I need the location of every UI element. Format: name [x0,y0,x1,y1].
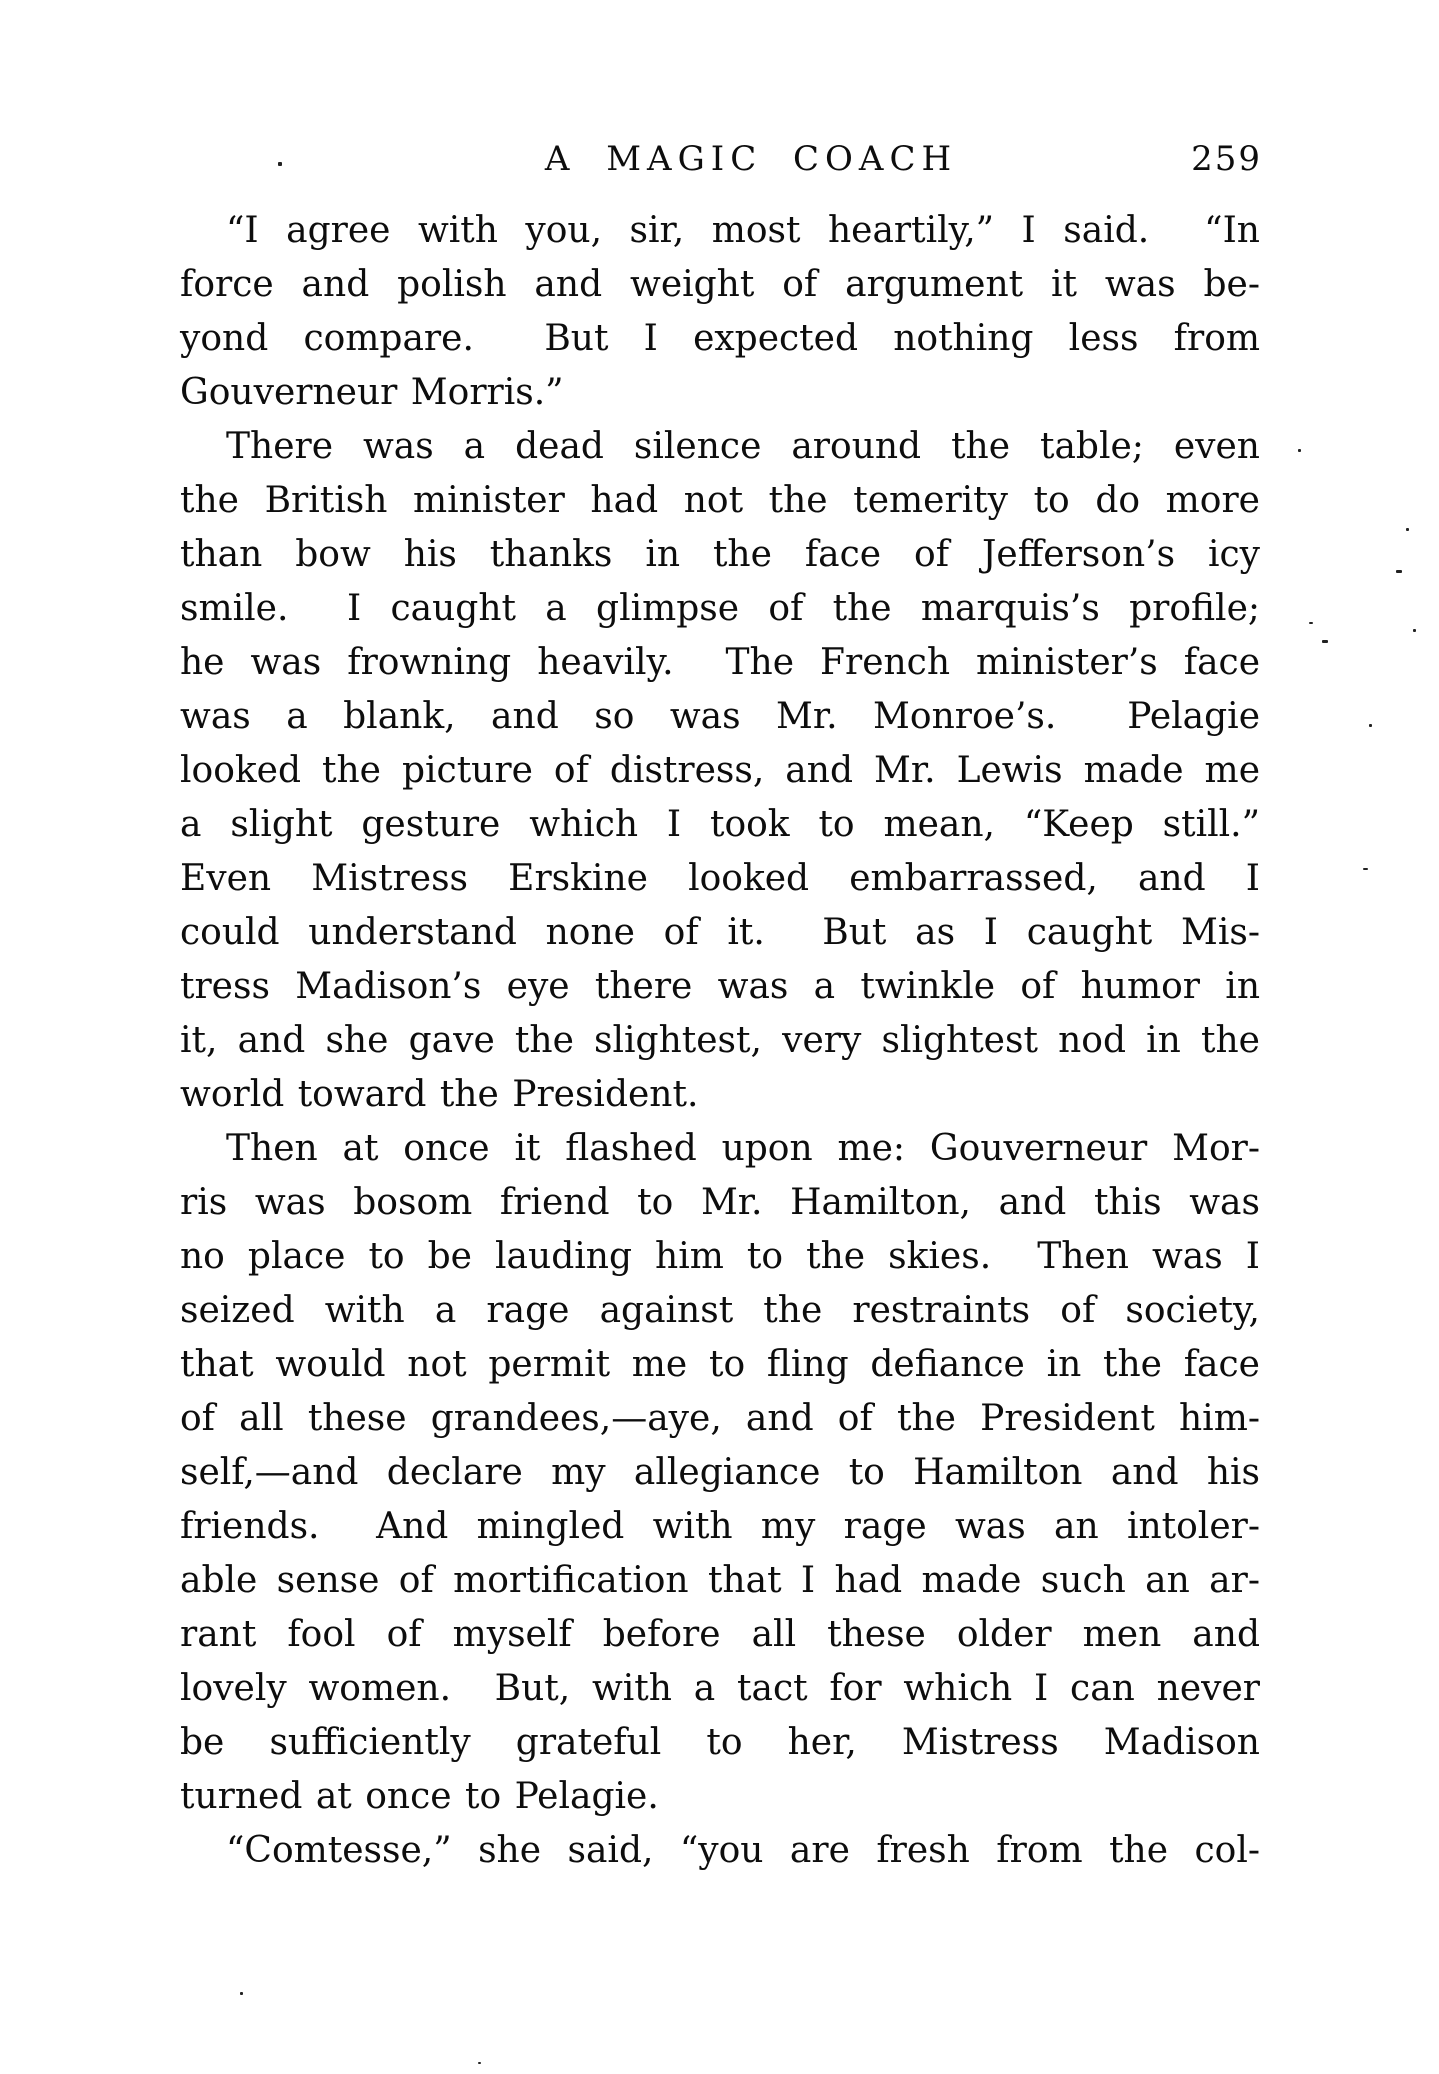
text-line: “I agree with you, sir, most heartily,” I said. “In [226,210,1260,251]
text-line: Gouverneur Morris.” [180,372,564,413]
text-line: world toward the President. [180,1074,699,1115]
text-line: smile. I caught a glimpse of the marquis’s profile; [180,588,1260,629]
chapter-title: A MAGIC COACH [544,139,958,179]
text-line: was a blank, and so was Mr. Monroe’s. Pelagie [180,696,1260,737]
text-line: a slight gesture which I took to mean, “Keep still.” [180,804,1260,845]
scan-speck [1369,724,1372,727]
text-line: lovely women. But, with a tact for which I can never [180,1668,1260,1709]
text-line: There was a dead silence around the table; even [226,426,1260,467]
scan-speck [1396,570,1402,573]
page-number: 259 [1191,139,1262,179]
scan-speck [278,162,282,166]
text-line: be sufficiently grateful to her, Mistress Madison [180,1722,1260,1763]
text-line: he was frowning heavily. The French minister’s face [180,642,1260,683]
text-line: the British minister had not the temerity to do more [180,480,1260,521]
page-header [180,136,1262,182]
text-line: ris was bosom friend to Mr. Hamilton, and this was [180,1182,1260,1223]
text-line: rant fool of myself before all these older men and [180,1614,1260,1655]
text-line: it, and she gave the slightest, very slightest nod in the [180,1020,1260,1061]
text-line: force and polish and weight of argument it was be- [180,264,1260,305]
text-line: looked the picture of distress, and Mr. Lewis made me [180,750,1260,791]
scan-speck [1406,528,1409,531]
text-block [180,204,1260,1878]
scan-speck [478,2062,481,2064]
text-line: of all these grandees,—aye, and of the President him- [180,1398,1260,1439]
scan-speck [240,1992,243,1995]
text-line: no place to be lauding him to the skies. Then was I [180,1236,1260,1277]
text-line: seized with a rage against the restraints of society, [180,1290,1260,1331]
text-line: than bow his thanks in the face of Jefferson’s icy [180,534,1260,575]
text-line: “Comtesse,” she said, “you are fresh from the col- [226,1830,1260,1871]
text-line: friends. And mingled with my rage was an intoler- [180,1506,1260,1547]
scan-speck [1363,868,1368,870]
text-line: self,—and declare my allegiance to Hamilton and his [180,1452,1260,1493]
text-line: Then at once it flashed upon me: Gouverneur Mor- [226,1128,1260,1169]
text-line: could understand none of it. But as I caught Mis- [180,912,1260,953]
scan-speck [1322,640,1328,643]
scan-speck [1309,622,1313,624]
text-line: that would not permit me to fling defiance in the face [180,1344,1260,1385]
text-line: tress Madison’s eye there was a twinkle of humor in [180,966,1260,1007]
text-line: yond compare. But I expected nothing less from [180,318,1260,359]
text-line: turned at once to Pelagie. [180,1776,659,1817]
text-line: able sense of mortification that I had made such an ar- [180,1560,1260,1601]
scan-speck [1298,449,1301,452]
scan-speck [1413,629,1416,632]
text-line: Even Mistress Erskine looked embarrassed, and I [180,858,1260,899]
